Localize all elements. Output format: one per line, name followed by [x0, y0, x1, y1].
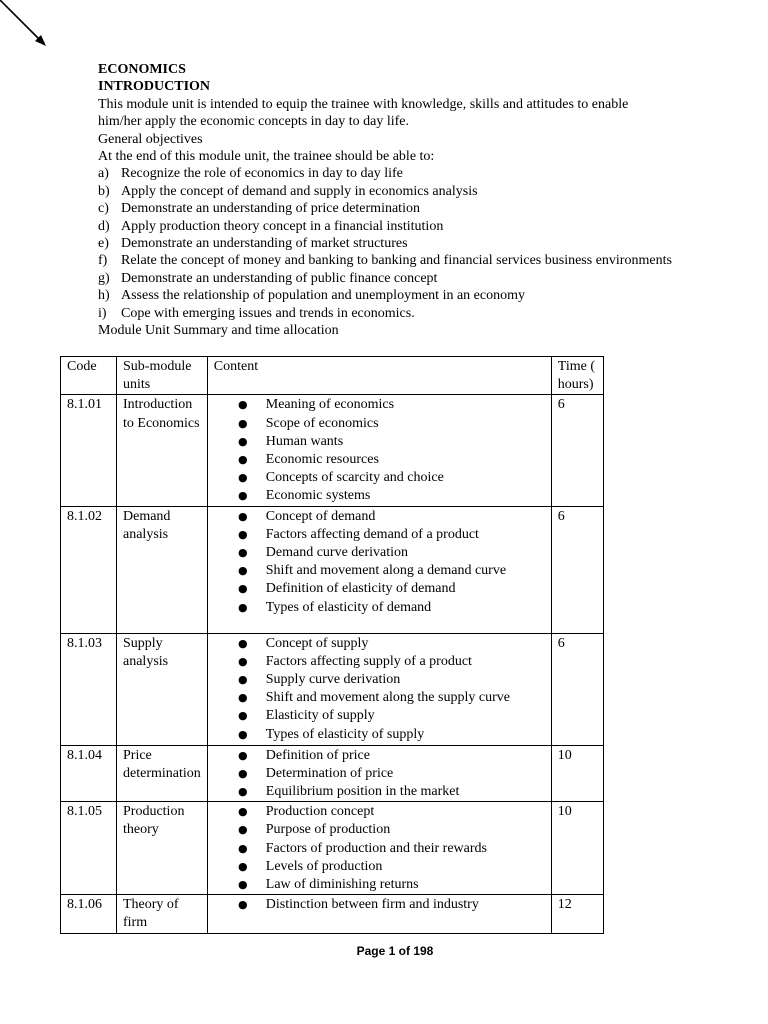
objective-item [98, 235, 718, 252]
objective-text: Demonstrate an understanding of price determination [121, 201, 420, 217]
list-item [214, 765, 545, 783]
list-item [214, 508, 545, 526]
header-time: Time ( hours) [551, 357, 603, 395]
bullet-icon: ● [237, 654, 248, 668]
objective-marker: g) [98, 270, 110, 286]
list-item [214, 635, 545, 653]
row-title: Production theory [117, 802, 208, 895]
list-item [214, 580, 545, 598]
bullet-icon: ● [237, 727, 248, 741]
bullet-icon: ● [237, 823, 248, 837]
list-item-text: Economic resources [265, 452, 379, 468]
page-current: 1 [388, 944, 396, 958]
objective-item [98, 165, 718, 182]
objective-item [98, 252, 718, 269]
bullet-icon: ● [237, 805, 248, 819]
bullet-icon: ● [237, 691, 248, 705]
objective-text: Apply the concept of demand and supply in economics analysis [121, 183, 478, 199]
list-item-text: Factors of production and their rewards [265, 840, 487, 856]
list-item-text: Concepts of scarcity and choice [265, 470, 444, 486]
bullet-icon: ● [237, 416, 248, 430]
list-item-text: Supply curve derivation [265, 672, 401, 688]
list-item [214, 840, 545, 858]
table-row [61, 506, 604, 633]
bullet-icon: ● [237, 600, 248, 614]
list-item-text: Demand curve derivation [265, 545, 409, 561]
list-item [214, 747, 545, 765]
bullet-icon: ● [237, 527, 248, 541]
header-submodule: Sub-module units [117, 357, 208, 395]
list-item-text: Concept of supply [265, 635, 369, 651]
list-item [214, 803, 545, 821]
objective-text: Demonstrate an understanding of market structures [121, 236, 408, 252]
bullet-icon: ● [237, 489, 248, 503]
objective-text: Relate the concept of money and banking to banking and financial services business environments [121, 253, 672, 269]
bullet-icon: ● [237, 509, 248, 523]
objective-text: Apply production theory concept in a financial institution [121, 218, 444, 234]
bullet-icon: ● [237, 636, 248, 650]
list-item [214, 544, 545, 562]
table-row [61, 895, 604, 933]
row-time: 12 [551, 895, 603, 933]
bullet-icon: ● [237, 673, 248, 687]
bullet-icon: ● [237, 859, 248, 873]
objective-marker: d) [98, 218, 110, 234]
row-code: 8.1.03 [61, 633, 117, 745]
intro-paragraph [98, 96, 718, 131]
objective-text: Recognize the role of economics in day to day life [121, 166, 403, 182]
page-label: Page [356, 944, 389, 958]
row-title: Price determination [117, 745, 208, 802]
header-code: Code [61, 357, 117, 395]
row-code: 8.1.02 [61, 506, 117, 633]
content-list [214, 396, 545, 505]
row-code: 8.1.01 [61, 395, 117, 506]
objectives-lead-in: At the end of this module unit, the trainee should be able to: [98, 149, 435, 165]
list-item [214, 671, 545, 689]
list-item-text: Elasticity of supply [265, 708, 375, 724]
objective-marker: e) [98, 236, 109, 252]
table-row [61, 395, 604, 506]
row-time: 6 [551, 395, 603, 506]
list-item-text: Equilibrium position in the market [265, 784, 460, 800]
module-summary-table [60, 356, 604, 934]
summary-heading: Module Unit Summary and time allocation [98, 323, 339, 339]
list-item-text: Factors affecting demand of a product [265, 526, 479, 542]
general-objectives-label: General objectives [98, 131, 203, 147]
list-item-text: Human wants [265, 433, 344, 449]
table-row [61, 633, 604, 745]
bullet-icon: ● [237, 471, 248, 485]
objective-text: Demonstrate an understanding of public finance concept [121, 270, 438, 286]
row-content [207, 745, 551, 802]
row-time: 10 [551, 802, 603, 895]
intro-line-1: This module unit is intended to equip the trainee with knowledge, skills and attitudes to enable [98, 96, 629, 112]
list-item [214, 599, 545, 617]
row-content [207, 395, 551, 506]
row-title: Theory of firm [117, 895, 208, 933]
page-total: 198 [413, 944, 434, 958]
objective-marker: c) [98, 201, 109, 217]
row-content [207, 895, 551, 933]
bullet-icon: ● [237, 709, 248, 723]
row-content [207, 802, 551, 895]
list-item-text: Determination of price [265, 765, 394, 781]
objective-item [98, 183, 718, 200]
objective-item [98, 218, 718, 235]
list-item-text: Types of elasticity of supply [265, 726, 425, 742]
list-item-text: Distinction between firm and industry [265, 897, 479, 913]
list-item-text: Production concept [265, 804, 375, 820]
list-item [214, 707, 545, 725]
table-row [61, 802, 604, 895]
row-code: 8.1.04 [61, 745, 117, 802]
bullet-icon: ● [237, 878, 248, 892]
list-item-text: Scope of economics [265, 415, 379, 431]
list-item-text: Concept of demand [265, 508, 376, 524]
list-item [214, 469, 545, 487]
list-item [214, 526, 545, 544]
list-item [214, 433, 545, 451]
row-code: 8.1.05 [61, 802, 117, 895]
list-item [214, 562, 545, 580]
objective-marker: b) [98, 183, 110, 199]
list-item [214, 783, 545, 801]
row-title: Supply analysis [117, 633, 208, 745]
objective-item [98, 287, 718, 304]
list-item-text: Law of diminishing returns [265, 877, 419, 893]
list-item [214, 896, 545, 914]
objectives-list [98, 165, 718, 322]
list-item-text: Shift and movement along a demand curve [265, 563, 507, 579]
list-item [214, 858, 545, 876]
subject-heading: ECONOMICS [98, 62, 186, 77]
row-time: 6 [551, 506, 603, 633]
content-list [214, 635, 545, 744]
row-title: Introduction to Economics [117, 395, 208, 506]
row-content [207, 633, 551, 745]
bullet-icon: ● [237, 546, 248, 560]
arrow-annotation-icon [0, 0, 52, 52]
list-item [214, 487, 545, 505]
content-list [214, 803, 545, 894]
list-item-text: Factors affecting supply of a product [265, 653, 472, 669]
page-footer [0, 944, 768, 958]
objective-marker: i) [98, 305, 107, 321]
list-item-text: Economic systems [265, 488, 371, 504]
table-row [61, 745, 604, 802]
content-list [214, 508, 545, 617]
list-item-text: Types of elasticity of demand [265, 599, 432, 615]
content-list [214, 747, 545, 802]
list-item-text: Definition of price [265, 747, 370, 763]
row-content [207, 506, 551, 633]
objective-marker: f) [98, 253, 108, 269]
table-header-row [61, 357, 604, 395]
bullet-icon: ● [237, 766, 248, 780]
bullet-icon: ● [237, 582, 248, 596]
row-code: 8.1.06 [61, 895, 117, 933]
list-item [214, 415, 545, 433]
objective-text: Cope with emerging issues and trends in economics. [121, 305, 415, 321]
objective-item [98, 200, 718, 217]
page-separator: of [395, 944, 414, 958]
list-item-text: Shift and movement along the supply curve [265, 690, 510, 706]
bullet-icon: ● [237, 564, 248, 578]
list-item-text: Levels of production [265, 858, 383, 874]
bullet-icon: ● [237, 898, 248, 912]
header-content: Content [207, 357, 551, 395]
section-heading: INTRODUCTION [98, 79, 211, 95]
objective-item [98, 305, 718, 322]
objective-marker: a) [98, 166, 109, 182]
list-item [214, 396, 545, 414]
objective-item [98, 270, 718, 287]
objective-marker: h) [98, 288, 110, 304]
bullet-icon: ● [237, 434, 248, 448]
list-item [214, 821, 545, 839]
document-body [98, 61, 718, 340]
row-title: Demand analysis [117, 506, 208, 633]
list-item-text: Purpose of production [265, 822, 391, 838]
bullet-icon: ● [237, 841, 248, 855]
list-item [214, 726, 545, 744]
intro-line-2: him/her apply the economic concepts in day to day life. [98, 114, 410, 130]
row-time: 10 [551, 745, 603, 802]
list-item [214, 876, 545, 894]
bullet-icon: ● [237, 398, 248, 412]
list-item-text: Definition of elasticity of demand [265, 581, 456, 597]
bullet-icon: ● [237, 748, 248, 762]
row-time: 6 [551, 633, 603, 745]
bullet-icon: ● [237, 785, 248, 799]
list-item-text: Meaning of economics [265, 397, 395, 413]
list-item [214, 451, 545, 469]
list-item [214, 653, 545, 671]
objective-text: Assess the relationship of population and unemployment in an economy [121, 288, 525, 304]
list-item [214, 689, 545, 707]
content-list [214, 896, 545, 914]
bullet-icon: ● [237, 453, 248, 467]
